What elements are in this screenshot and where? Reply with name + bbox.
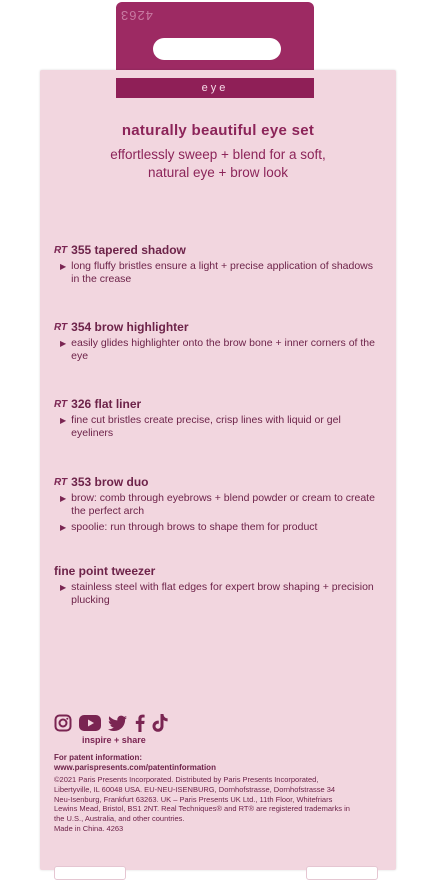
triangle-bullet-icon: ▶ bbox=[60, 523, 67, 532]
bullet-text: easily glides highlighter onto the brow bone + inner corners of the eye bbox=[71, 337, 375, 362]
package-card bbox=[40, 70, 396, 870]
twitter-icon bbox=[108, 715, 128, 732]
legal-line: Neu-Isenburg, Frankfurt 63263. UK – Paris Presents UK Ltd., 11th Floor, Whitefriars bbox=[54, 794, 333, 804]
bullet-text: spoolie: run through brows to shape them for product bbox=[71, 521, 318, 533]
item-name: fine point tweezer bbox=[54, 564, 156, 578]
patent-info bbox=[54, 753, 216, 773]
item-bullet bbox=[54, 492, 384, 518]
product-item bbox=[54, 397, 384, 440]
product-title: naturally beautiful eye set bbox=[121, 122, 315, 139]
product-subtitle bbox=[60, 146, 376, 182]
hang-hole bbox=[153, 38, 281, 60]
triangle-bullet-icon: ▶ bbox=[60, 494, 67, 503]
legal-line: the U.S., Australia, and other countries. bbox=[54, 814, 185, 824]
bullet-text: long fluffy bristles ensure a light + precise application of shadows in the crease bbox=[71, 260, 374, 285]
package-foot-left bbox=[54, 866, 126, 880]
subtitle-line: natural eye + brow look bbox=[148, 165, 288, 180]
item-name: 326 flat liner bbox=[71, 397, 142, 411]
item-bullet bbox=[54, 337, 384, 363]
item-heading bbox=[54, 320, 384, 334]
rt-logo-icon: RT bbox=[54, 244, 68, 256]
legal-line: Made in China. 4263 bbox=[54, 823, 124, 833]
item-heading bbox=[54, 475, 384, 489]
patent-url[interactable]: www.parispresents.com/patentinformation bbox=[54, 763, 216, 772]
legal-line: Libertyville, IL 60048 USA. EU-NEU-ISENBURG, Dornhofstrasse, Dornhofstrasse 34 bbox=[54, 784, 336, 794]
patent-label: For patent information: bbox=[54, 753, 142, 762]
product-code-rotated: 4263 bbox=[120, 8, 153, 23]
legal-line: ©2021 Paris Presents Incorporated. Distributed by Paris Presents Incorporated, bbox=[54, 775, 319, 784]
product-item bbox=[54, 564, 384, 607]
triangle-bullet-icon: ▶ bbox=[60, 339, 67, 348]
item-bullet bbox=[54, 414, 384, 440]
triangle-bullet-icon: ▶ bbox=[60, 262, 67, 271]
item-heading bbox=[54, 564, 384, 578]
legal-line: Lewins Mead, Bristol, BS1 2NT. Real Techniques® and RT® are registered trademarks in bbox=[54, 804, 350, 814]
facebook-icon bbox=[135, 714, 145, 732]
section-label: eye bbox=[116, 78, 314, 98]
item-name: 355 tapered shadow bbox=[71, 243, 186, 257]
rt-logo-icon: RT bbox=[54, 398, 68, 410]
bullet-text: fine cut bristles create precise, crisp lines with liquid or gel eyeliners bbox=[71, 414, 341, 439]
item-name: 354 brow highlighter bbox=[71, 320, 189, 334]
product-item bbox=[54, 320, 384, 363]
social-tagline: inspire + share bbox=[82, 735, 146, 745]
youtube-icon bbox=[79, 715, 101, 731]
rt-logo-icon: RT bbox=[54, 321, 68, 333]
instagram-icon bbox=[54, 714, 72, 732]
subtitle-line: effortlessly sweep + blend for a soft, bbox=[110, 147, 326, 162]
item-name: 353 brow duo bbox=[71, 475, 149, 489]
triangle-bullet-icon: ▶ bbox=[60, 416, 67, 425]
product-item bbox=[54, 475, 384, 534]
product-item bbox=[54, 243, 384, 286]
rt-logo-icon: RT bbox=[54, 476, 68, 488]
item-heading bbox=[54, 243, 384, 257]
tiktok-icon bbox=[152, 714, 168, 732]
package-foot-right bbox=[306, 866, 378, 880]
triangle-bullet-icon: ▶ bbox=[60, 583, 67, 592]
social-icons bbox=[54, 714, 168, 732]
item-heading bbox=[54, 397, 384, 411]
item-bullet bbox=[54, 260, 384, 286]
legal-text bbox=[54, 775, 368, 834]
bullet-text: stainless steel with flat edges for expert brow shaping + precision plucking bbox=[71, 581, 374, 606]
item-bullet bbox=[54, 521, 384, 534]
bullet-text: brow: comb through eyebrows + blend powder or cream to create the perfect arch bbox=[71, 492, 375, 517]
item-bullet bbox=[54, 581, 384, 607]
